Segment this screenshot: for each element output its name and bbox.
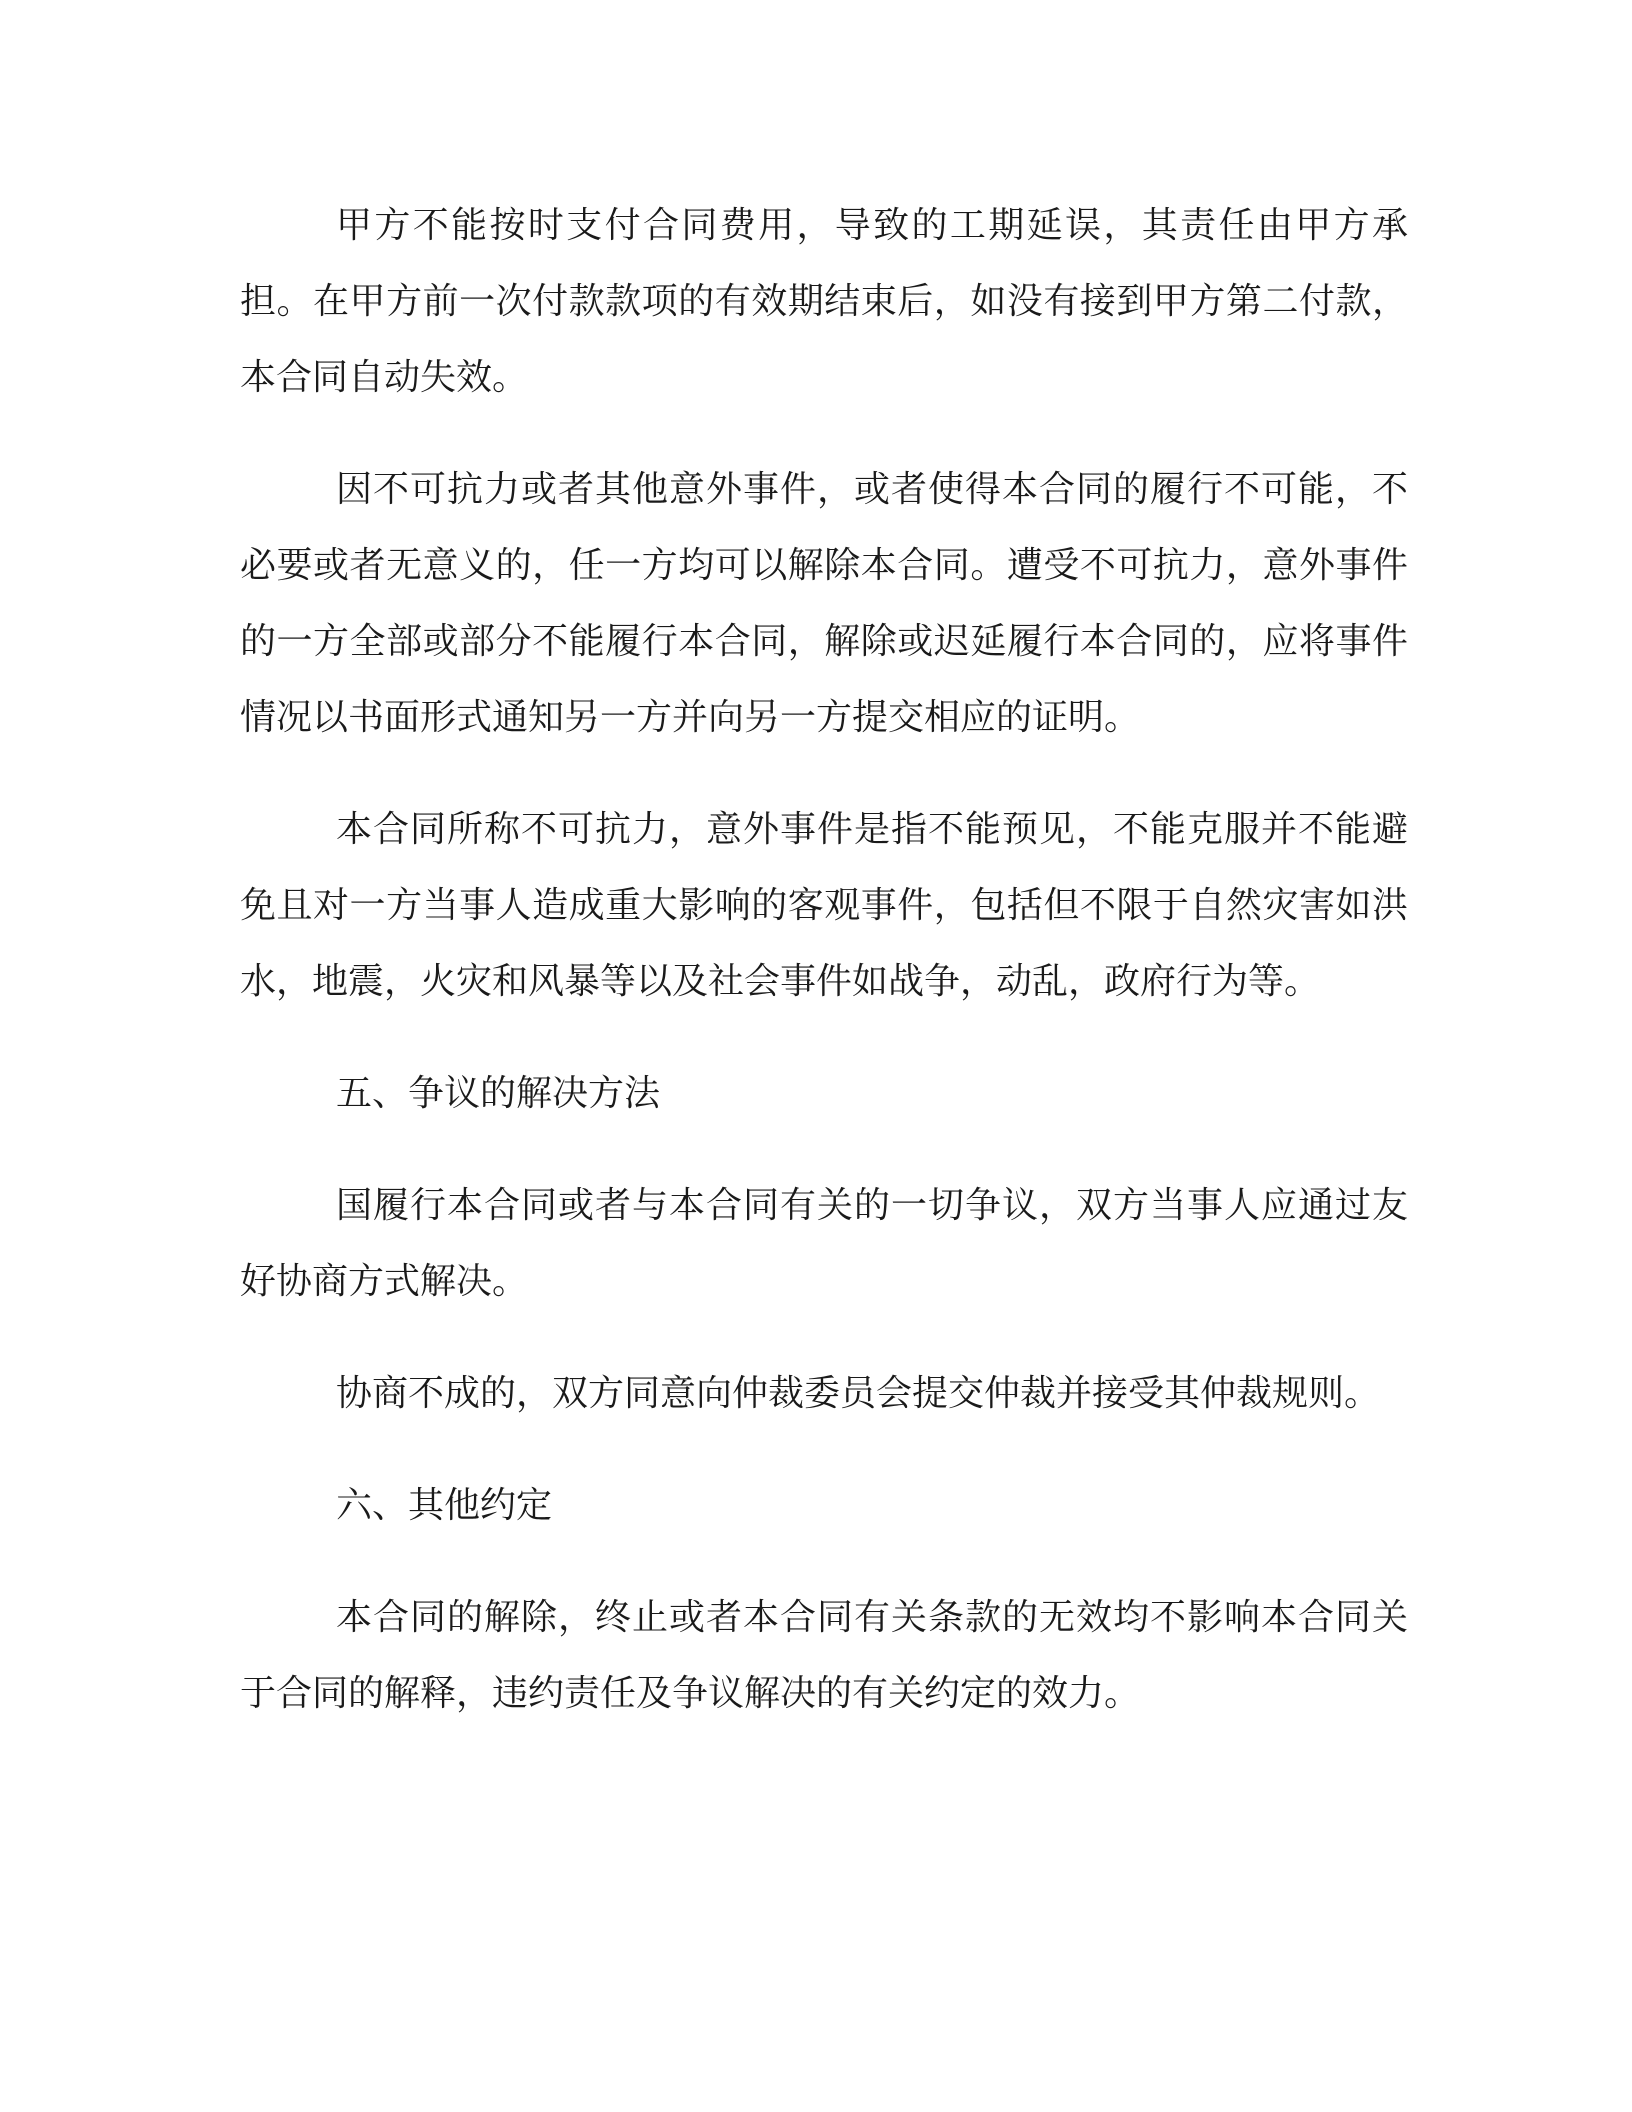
paragraph-force-majeure-definition: 本合同所称不可抗力，意外事件是指不能预见，不能克服并不能避免且对一方当事人造成重大影响的客观事件，包括但不限于自然灾害如洪水，地震，火灾和风暴等以及社会事件如战争，动乱，政府行为等。 (240, 809, 1408, 1002)
paragraph-dispute-negotiation: 国履行本合同或者与本合同有关的一切争议，双方当事人应通过友好协商方式解决。 (240, 1185, 1408, 1302)
section-heading-other-agreements: 六、其他约定 (336, 1485, 553, 1526)
section-heading-dispute-resolution: 五、争议的解决方法 (336, 1073, 661, 1114)
paragraph-termination-effect: 本合同的解除，终止或者本合同有关条款的无效均不影响本合同关于合同的解释，违约责任及争议解决的有关约定的效力。 (240, 1597, 1408, 1714)
paragraph-payment-delay: 甲方不能按时支付合同费用，导致的工期延误，其责任由甲方承担。在甲方前一次付款款项的有效期结束后，如没有接到甲方第二付款，本合同自动失效。 (240, 205, 1408, 398)
document-body (240, 188, 1408, 1768)
paragraph-force-majeure-termination: 因不可抗力或者其他意外事件，或者使得本合同的履行不可能，不必要或者无意义的，任一方均可以解除本合同。遭受不可抗力，意外事件的一方全部或部分不能履行本合同，解除或迟延履行本合同的，应将事件情况以书面形式通知另一方并向另一方提交相应的证明。 (240, 469, 1408, 738)
paragraph-dispute-arbitration: 协商不成的，双方同意向仲裁委员会提交仲裁并接受其仲裁规则。 (336, 1373, 1381, 1414)
